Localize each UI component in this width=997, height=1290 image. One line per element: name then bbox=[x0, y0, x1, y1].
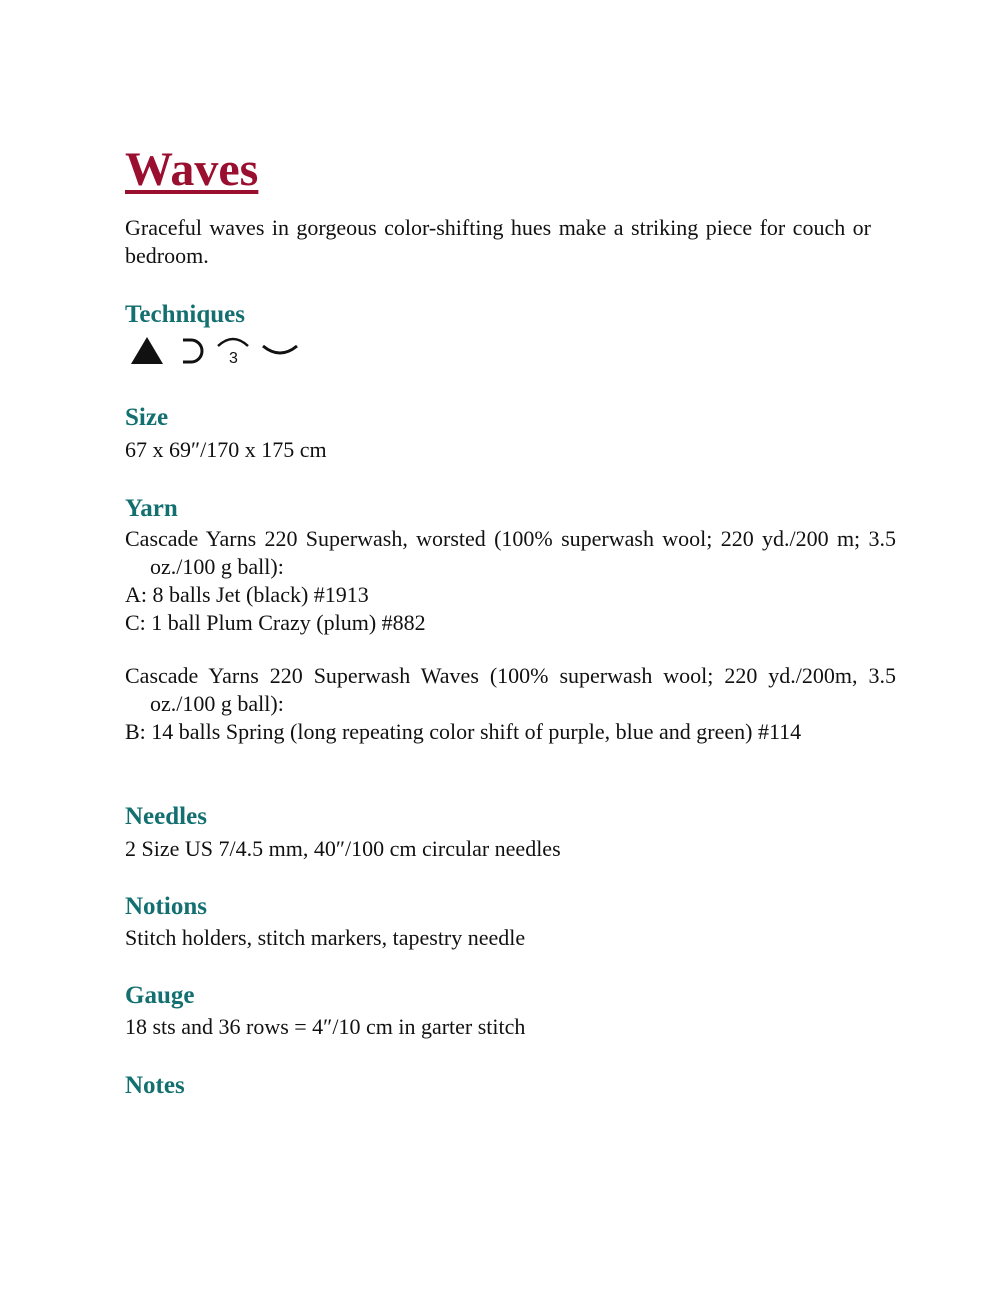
yarn-group2-description: Cascade Yarns 220 Superwash Waves (100% superwash wool; 220 yd./200m, 3.5 oz./100 g ball): bbox=[125, 663, 896, 716]
smile-curve-icon bbox=[261, 334, 299, 366]
techniques-heading: Techniques bbox=[125, 301, 245, 328]
yarn-item-a: A: 8 balls Jet (black) #1913 bbox=[125, 582, 369, 607]
triangle-icon bbox=[129, 334, 165, 366]
gauge-text: 18 sts and 36 rows = 4″/10 cm in garter stitch bbox=[125, 1014, 526, 1039]
yarn-group1-description: Cascade Yarns 220 Superwash, worsted (100% superwash wool; 220 yd./200 m; 3.5 oz./100 g ball): bbox=[125, 526, 896, 579]
three-arc-icon bbox=[215, 334, 251, 366]
notions-heading: Notions bbox=[125, 893, 207, 920]
svg-text:3: 3 bbox=[229, 350, 238, 366]
technique-icons bbox=[129, 334, 329, 368]
yarn-heading: Yarn bbox=[125, 495, 178, 522]
size-heading: Size bbox=[125, 404, 169, 431]
open-curve-icon bbox=[177, 334, 207, 366]
needles-text: 2 Size US 7/4.5 mm, 40″/100 cm circular needles bbox=[125, 836, 561, 861]
page-title: Waves bbox=[125, 143, 259, 196]
notions-text: Stitch holders, stitch markers, tapestry needle bbox=[125, 925, 526, 950]
size-text: 67 x 69″/170 x 175 cm bbox=[125, 437, 327, 462]
yarn-item-c: C: 1 ball Plum Crazy (plum) #882 bbox=[125, 610, 426, 635]
needles-heading: Needles bbox=[125, 803, 207, 830]
yarn-item-b: B: 14 balls Spring (long repeating color shift of purple, blue and green) #114 bbox=[125, 719, 802, 744]
intro-paragraph: Graceful waves in gorgeous color-shifting hues make a striking piece for couch or bedroom. bbox=[125, 215, 871, 268]
notes-heading: Notes bbox=[125, 1072, 185, 1099]
gauge-heading: Gauge bbox=[125, 982, 195, 1009]
